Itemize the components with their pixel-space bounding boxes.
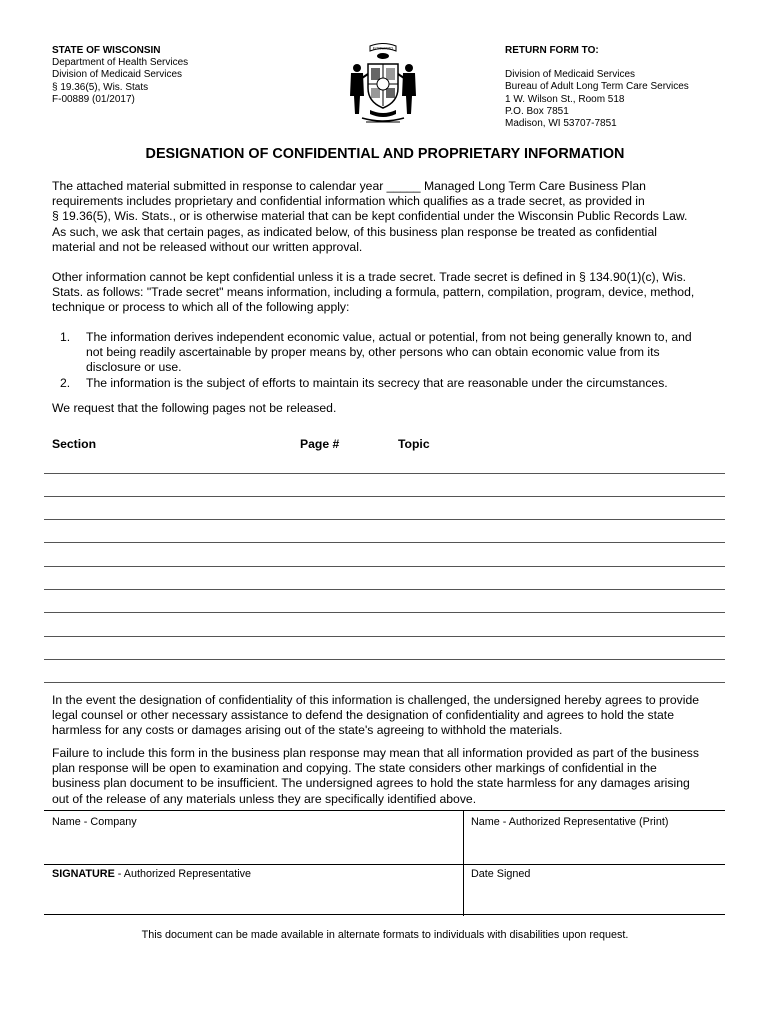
agency-line: STATE OF WISCONSIN (52, 45, 161, 56)
text-line: requirements includes proprietary and confidential information which qualifies as a trade secret, as provided in (52, 194, 645, 209)
entry-line[interactable] (44, 519, 725, 520)
text-line: disclosure or use. (86, 360, 182, 375)
text-line: In the event the designation of confidentiality of this information is challenged, the undersigned hereby agrees to provide (52, 693, 700, 707)
request-text: We request that the following pages not be released. (52, 401, 337, 415)
entry-line[interactable] (44, 589, 725, 590)
entry-line[interactable] (44, 473, 725, 474)
text-line: plan response will be open to examination and copying. The state considers other markings of confidential in the (52, 761, 657, 776)
date-signed-field[interactable]: Date Signed (471, 868, 531, 880)
text-line: Failure to include this form in the business plan response may mean that all information provided as part of the business (52, 746, 699, 760)
return-line: Madison, WI 53707-7851 (505, 118, 617, 130)
entry-line[interactable] (44, 636, 725, 637)
agency-line: Department of Health Services (52, 57, 189, 69)
entry-line[interactable] (44, 612, 725, 613)
list-item (52, 330, 724, 376)
seal-text: FORWARD (372, 45, 394, 51)
text-line: The information derives independent economic value, actual or potential, from not being generally known to, and (86, 330, 692, 344)
agency-line: § 19.36(5), Wis. Stats (52, 81, 149, 93)
intro-paragraph (52, 179, 724, 255)
column-header-page: Page # (300, 437, 340, 451)
column-header-topic: Topic (398, 437, 430, 451)
list-number: 2. (60, 375, 71, 390)
entry-line[interactable] (44, 682, 725, 683)
list-item (52, 376, 724, 391)
text-line: material and not be released without our written approval. (52, 239, 363, 254)
text-line: harmless for any costs or damages arising out of the state's agreeing to withhold the materials. (52, 723, 563, 738)
text-line: not being readily ascertainable by proper means by, other persons who can obtain economic value from its (86, 345, 660, 360)
text-line: technique or process to which all of the following apply: (52, 300, 350, 315)
text-line: out of the release of any materials unless they are specifically identified above. (52, 791, 477, 806)
entry-line[interactable] (44, 496, 725, 497)
trade-secret-paragraph (52, 270, 724, 316)
state-seal-icon (342, 40, 424, 128)
text-line: § 19.36(5), Wis. Stats., or is otherwise material that can be kept confidential under the Wisconsin Public Records Law. (52, 209, 688, 224)
return-address-block (505, 45, 689, 130)
text-line: Other information cannot be kept confidential unless it is a trade secret. Trade secret is defined in § 134.90(1)(c), Wis. (52, 270, 687, 284)
footer-note: This document can be made available in alternate formats to individuals with disabilities upon request. (141, 929, 629, 941)
rep-name-field[interactable]: Name - Authorized Representative (Print) (471, 816, 669, 828)
text-line: As such, we ask that certain pages, as indicated below, of this business plan response be treated as confidential (52, 224, 658, 239)
text-line: Stats. as follows: "Trade secret" means information, including a formula, pattern, compilation, program, device, method, (52, 285, 695, 300)
agency-line: F-00889 (01/2017) (52, 93, 135, 105)
text-line: legal counsel or other necessary assistance to defend the designation of confidentiality and agrees to hold the state (52, 708, 674, 723)
agency-block (52, 45, 188, 106)
return-line: Division of Medicaid Services (505, 69, 636, 81)
signature-field[interactable] (52, 868, 251, 880)
entry-line[interactable] (44, 566, 725, 567)
signature-label-bold: SIGNATURE (52, 868, 115, 880)
divider (44, 864, 725, 865)
return-title: RETURN FORM TO: (505, 45, 599, 56)
company-name-field[interactable]: Name - Company (52, 816, 137, 828)
agency-line: Division of Medicaid Services (52, 69, 183, 81)
return-line: Bureau of Adult Long Term Care Services (505, 81, 689, 93)
text-line: business plan document to be insufficient. The undersigned agrees to hold the state harmless for any damages arising (52, 776, 690, 791)
entry-line[interactable] (44, 542, 725, 543)
return-line: P.O. Box 7851 (505, 105, 569, 117)
signature-label-rest: - Authorized Representative (114, 868, 252, 880)
conditions-list (52, 330, 724, 391)
challenge-paragraph (52, 693, 724, 739)
failure-paragraph (52, 746, 724, 807)
page-title: DESIGNATION OF CONFIDENTIAL AND PROPRIETARY INFORMATION (145, 146, 625, 162)
signature-block (44, 810, 725, 915)
column-header-section: Section (52, 437, 97, 451)
text-line: The information is the subject of efforts to maintain its secrecy that are reasonable under the circumstances. (86, 375, 668, 390)
return-line: 1 W. Wilson St., Room 518 (505, 93, 625, 105)
list-number: 1. (60, 330, 71, 344)
text-line: The attached material submitted in response to calendar year _____ Managed Long Term Care Business Plan (52, 179, 646, 193)
entry-line[interactable] (44, 659, 725, 660)
